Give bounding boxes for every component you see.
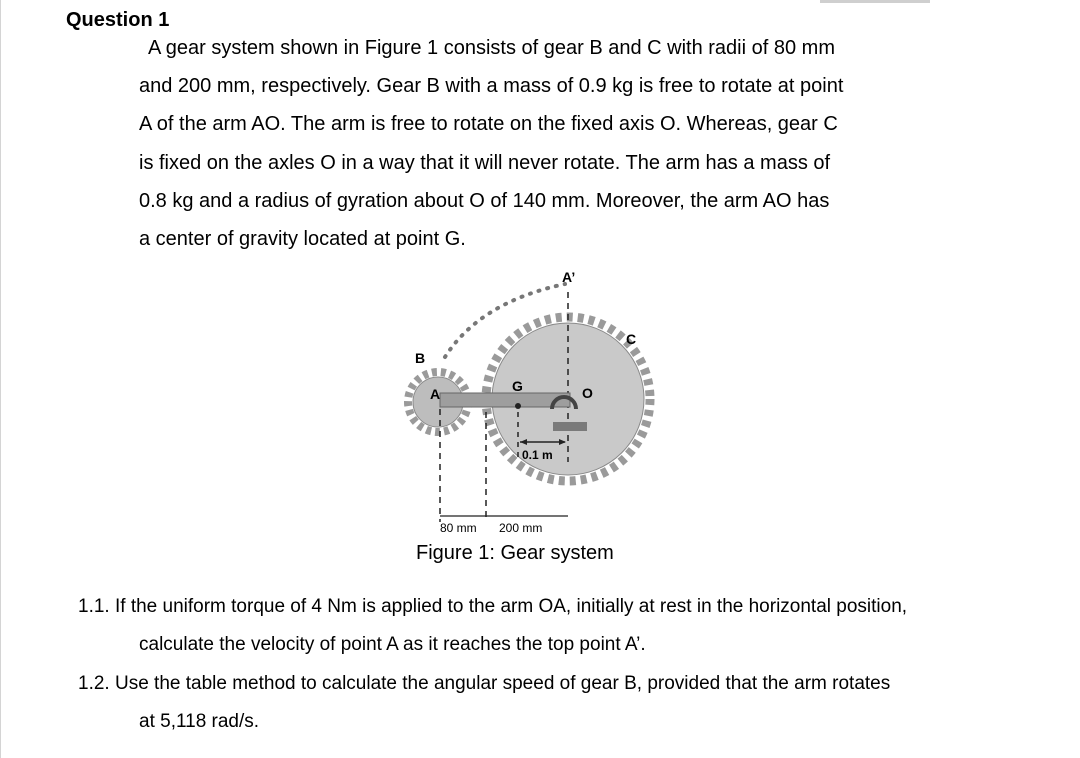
question-1-2-line1: Use the table method to calculate the angular speed of gear B, provided that the arm rotates (114, 673, 891, 694)
question-1-1-line2: calculate the velocity of point A as it reaches the top point A’. (139, 634, 646, 655)
page-edge (0, 0, 1, 758)
mount-o (553, 422, 587, 431)
paragraph-line-4: is fixed on the axles O in a way that it will never rotate. The arm has a mass of (139, 151, 831, 174)
label-c: C (626, 331, 637, 347)
gear-system-figure (390, 262, 670, 542)
label-o: O (582, 385, 593, 401)
paragraph-line-6: a center of gravity located at point G. (139, 228, 466, 251)
paragraph-line-2: and 200 mm, respectively. Gear B with a mass of 0.9 kg is free to rotate at point (139, 75, 844, 98)
paragraph-line-5: 0.8 kg and a radius of gyration about O of 140 mm. Moreover, the arm AO has (139, 189, 830, 212)
label-g: G (512, 378, 523, 394)
paragraph-line-3: A of the arm AO. The arm is free to rotate on the fixed axis O. Whereas, gear C (139, 113, 838, 136)
question-1-1-line1: If the uniform torque of 4 Nm is applied to the arm OA, initially at rest in the horizontal position, (114, 596, 908, 617)
question-1-1 (78, 588, 1038, 664)
label-radius-b: 80 mm (440, 521, 477, 535)
paragraph-line-1: A gear system shown in Figure 1 consists of gear B and C with radii of 80 mm (148, 37, 835, 59)
question-1-2-line2: at 5,118 rad/s. (139, 711, 260, 732)
question-heading: Question 1 (66, 9, 170, 31)
question-1-2-number: 1.2. (78, 673, 110, 694)
question-1-1-number: 1.1. (78, 596, 110, 617)
problem-statement (139, 29, 919, 258)
figure-caption: Figure 1: Gear system (416, 542, 614, 564)
g-marker (515, 403, 521, 409)
label-dist-g: 0.1 m (522, 448, 553, 462)
label-radius-c: 200 mm (499, 521, 543, 535)
scan-mark (820, 0, 930, 3)
label-a-prime: A’ (562, 269, 576, 285)
arm-ao (440, 393, 570, 407)
label-b: B (415, 350, 426, 366)
question-1-2 (78, 665, 1038, 741)
label-a: A (430, 386, 441, 402)
